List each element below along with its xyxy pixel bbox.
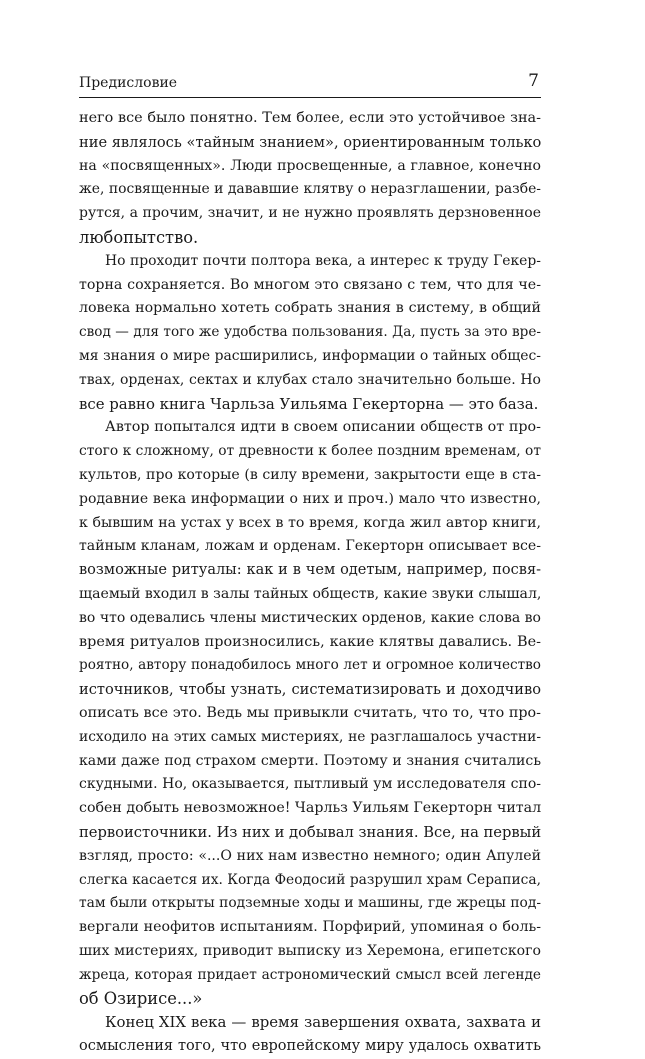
text-line: время ритуалов произносились, какие клятвы давались. Ве- bbox=[79, 633, 541, 650]
text-line: взгляд, просто: «...О них нам известно немного; один Апулей bbox=[79, 847, 541, 864]
text-line: об Озирисе...» bbox=[79, 989, 203, 1009]
text-line: во что одевались члены мистических орденов, какие слова во bbox=[79, 609, 541, 626]
text-line: родавние века информации о них и проч.) мало что известно, bbox=[79, 490, 541, 507]
text-line: твах, орденах, сектах и клубах стало значительно больше. Но bbox=[79, 371, 541, 388]
text-line: возможные ритуалы: как и в чем одетым, например, посвя- bbox=[79, 562, 541, 579]
text-line: осмысления того, что европейскому миру удалось охватить bbox=[79, 1038, 541, 1055]
text-line: ловека нормально хотеть собрать знания в систему, в общий bbox=[79, 300, 541, 317]
text-line: ками даже под страхом смерти. Поэтому и знания считались bbox=[79, 752, 541, 769]
text-line: жреца, которая придает астрономический смысл всей легенде bbox=[79, 966, 541, 983]
text-line: ших мистериях, приводит выписку из Херемона, египетского bbox=[79, 942, 541, 959]
text-line: стого к сложному, от древности к более поздним временам, от bbox=[79, 443, 541, 460]
running-header bbox=[79, 72, 541, 100]
text-line: тайным кланам, ложам и орденам. Гекерторн описывает все- bbox=[79, 538, 541, 555]
text-line: торна сохраняется. Во многом это связано с тем, что для че- bbox=[79, 276, 541, 293]
text-line: роятно, автору понадобилось много лет и огромное количество bbox=[79, 657, 541, 674]
body-text bbox=[79, 107, 541, 1059]
text-line: к бывшим на устах у всех в то время, когда жил автор книги, bbox=[79, 514, 541, 531]
text-line: же, посвященные и дававшие клятву о неразглашении, разбе- bbox=[79, 181, 541, 198]
text-line: там были открыты подземные ходы и машины, где жрецы под- bbox=[79, 895, 541, 912]
text-line: любопытство. bbox=[79, 227, 199, 247]
paragraph-first-line: Автор попытался идти в своем описании обществ от про- bbox=[105, 419, 541, 436]
text-line: первоисточники. Из них и добывал знания. Все, на первый bbox=[79, 823, 542, 841]
text-line: ние являлось «тайным знанием», ориентированным только bbox=[79, 133, 542, 151]
text-line: него все было понятно. Тем более, если это устойчивое зна- bbox=[79, 110, 541, 126]
text-line: щаемый входил в залы тайных обществ, какие звуки слышал, bbox=[79, 585, 542, 602]
header-rule bbox=[79, 97, 541, 98]
text-line: рутся, а прочим, значит, и не нужно проявлять дерзновенное bbox=[79, 205, 541, 222]
text-line: свод — для того же удобства пользования. Да, пусть за это вре- bbox=[79, 324, 541, 341]
text-line: культов, про которые (в силу времени, закрытости еще в ста- bbox=[79, 466, 541, 483]
text-line: источников, чтобы узнать, систематизировать и доходчиво bbox=[79, 681, 541, 699]
paragraph-first-line: Но проходит почти полтора века, а интерес к труду Гекер- bbox=[105, 252, 541, 269]
text-line: мя знания о мире расширились, информации о тайных общес- bbox=[79, 347, 541, 364]
text-line: собен добыть невозможное! Чарльз Уильям Гекерторн читал bbox=[79, 800, 542, 817]
paragraph-first-line: Конец XIX века — время завершения охвата, захвата и bbox=[105, 1013, 541, 1032]
text-line: все равно книга Чарльза Уильяма Гекерторна — это база. bbox=[79, 394, 539, 413]
text-line: исходило на этих самых мистериях, не разглашалось участни- bbox=[79, 728, 541, 745]
text-line: описать все это. Ведь мы привыкли считать, что то, что про- bbox=[79, 704, 541, 721]
chapter-title: Предисловие bbox=[79, 75, 178, 91]
text-line: слегка касается их. Когда Феодосий разрушил храм Сераписа, bbox=[79, 871, 542, 888]
text-line: на «посвященных». Люди просвещенные, а главное, конечно bbox=[79, 157, 541, 174]
text-line: вергали неофитов испытаниям. Порфирий, упоминая о боль- bbox=[79, 919, 541, 936]
text-line: скудными. Но, оказывается, пытливый ум исследователя спо- bbox=[79, 776, 541, 793]
page-number: 7 bbox=[528, 71, 539, 91]
